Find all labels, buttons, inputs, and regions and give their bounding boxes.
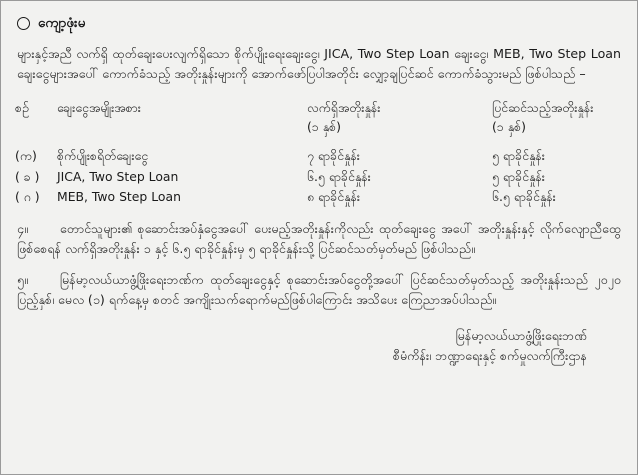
row-no: ( ဂ ) (15, 189, 40, 205)
document-body (15, 13, 623, 476)
table-row (15, 188, 623, 209)
table-header-row (15, 99, 623, 119)
paragraph-4 (17, 219, 621, 260)
row-current-rate: ၈ ရာခိုင်နှုန်း (307, 189, 361, 205)
signature-organization: မြန်မာ့လယ်ယာဖွံ့ဖြိုးရေးဘဏ် (455, 328, 587, 344)
signature-block (15, 326, 623, 366)
paragraph-5 (17, 270, 621, 311)
paragraph-4-number: ၄။ (17, 220, 28, 236)
header-current-rate: လက်ရှိအတိုးနှုန်း (307, 99, 381, 115)
intro-paragraph: များနှင့်အညီ လက်ရှိ ထုတ်ချေးပေးလျက်ရှိသော စိုက်ပျိုးရေးချေးငွေ၊ JICA, Two Step Loan ချေးငွေ၊ MEB, Two Step Loan ချေးငွေများအပေါ် ကောက်ခံသည့် အတိုးနှုန်းများကို အောက်ဖော်ပြပါအတိုင်း လျှော့ချပြင်ဆင် ကောက်ခံသွားမည် ဖြစ်ပါသည် – (17, 45, 621, 82)
header-no: စဉ် (15, 99, 29, 115)
row-loan-type: စိုက်ပျိုးစရိတ်ချေးငွေ (57, 147, 149, 163)
row-loan-type: JICA, Two Step Loan (57, 168, 179, 184)
subheader-loan-type (57, 118, 307, 147)
header-revised-rate: ပြင်ဆင်သည့်အတိုးနှုန်း (492, 99, 594, 115)
subheader-current-rate: (၁ နှစ်) (307, 119, 341, 135)
table-row (15, 168, 623, 189)
paragraph-5-text: မြန်မာ့လယ်ယာဖွံ့ဖြိုးရေးဘဏ်က ထုတ်ချေးငွေနှင့် စုဆောင်းအပ်ငွေတို့အပေါ် ပြင်ဆင်သတ်မှတ်သည့် အတိုးနှုန်းသည် ၂၀၂၀ ပြည့်နှစ်၊ မေလ (၁) ရက်နေ့မှ စတင် အကျိုးသက်ရောက်မည်ဖြစ်ပါကြောင်း အသိပေး ကြေညာအပ်ပါသည်။ (17, 271, 621, 307)
table-row (15, 147, 623, 168)
circle-bullet-icon (17, 17, 30, 30)
paragraph-4-text: တောင်သူများ၏ စုဆောင်းအပ်နှံငွေအပေါ် ပေးမည့်အတိုးနှုန်းကိုလည်း ထုတ်ချေးငွေ အပေါ် အတိုးနှုန်းနှင့် လိုက်လျောညီထွေဖြစ်စေရန် လက်ရှိအတိုးနှုန်း ၁ နှင့် ၆.၅ ရာခိုင်နှုန်းမှ ၅ ရာခိုင်နှုန်းသို့ ပြင်ဆင်သတ်မှတ်မည် ဖြစ်ပါသည်။ (17, 220, 621, 257)
row-current-rate: ၆.၅ ရာခိုင်နှုန်း (307, 168, 371, 184)
paragraph-5-number: ၅။ (17, 271, 28, 287)
document-title-row (17, 13, 623, 34)
interest-rate-table (15, 99, 623, 209)
row-no: (က) (15, 147, 37, 163)
row-revised-rate: ၅ ရာခိုင်နှုန်း (492, 147, 545, 163)
signature-department: စီမံကိန်း၊ ဘဏ္ဍာရေးနှင့် စက်မှုလက်ကြီးဌာန (392, 348, 587, 364)
table-subheader-row (15, 118, 623, 147)
row-revised-rate: ၅ ရာခိုင်နှုန်း (492, 168, 545, 184)
row-current-rate: ၇ ရာခိုင်နှုန်း (307, 147, 360, 163)
page-title: ကျော့ဖုံးမ (38, 15, 86, 31)
subheader-no (15, 118, 57, 147)
row-revised-rate: ၆.၅ ရာခိုင်နှုန်း (492, 189, 556, 205)
row-no: ( ခ ) (15, 168, 40, 184)
header-loan-type: ချေးငွေအမျိုးအစား (57, 99, 141, 115)
row-loan-type: MEB, Two Step Loan (57, 189, 181, 205)
subheader-revised-rate: (၁ နှစ်) (492, 119, 526, 135)
